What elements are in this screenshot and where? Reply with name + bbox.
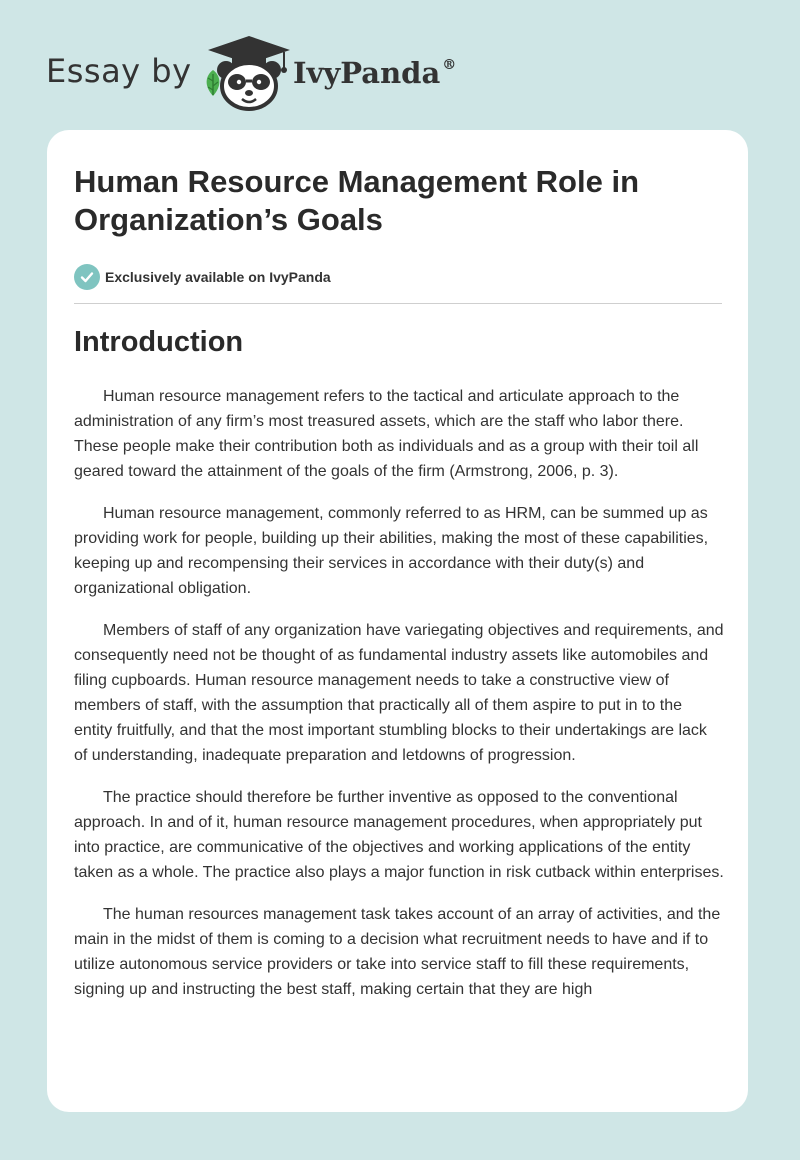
check-circle-icon bbox=[74, 264, 100, 290]
essay-body bbox=[74, 384, 724, 1019]
page-title: Human Resource Management Role in Organization’s Goals bbox=[74, 164, 640, 237]
essay-card bbox=[47, 130, 748, 1112]
divider bbox=[74, 303, 722, 304]
panda-graduate-icon bbox=[206, 34, 292, 112]
site-header bbox=[46, 34, 546, 114]
section-heading: Introduction bbox=[74, 326, 244, 358]
exclusive-badge bbox=[74, 264, 331, 290]
exclusive-label: Exclusively available on IvyPanda bbox=[105, 269, 331, 285]
paragraph: The human resources management task takes account of an array of activities, and the main in the midst of them is coming to a decision what recruitment needs to have and if to utilize autonomous service providers or take into service staff to fill these requirements, signing up and instructing the best staff, making certain that they are high bbox=[74, 906, 721, 998]
essay-by-label: Essay by bbox=[46, 52, 192, 90]
brand-name: IvyPanda ® bbox=[293, 56, 457, 90]
paragraph: Human resource management, commonly referred to as HRM, can be summed up as providing work for people, building up their abilities, making the most of these capabilities, keeping up and recompensing their services in accordance with their duty(s) and organizational obligation. bbox=[74, 505, 709, 597]
paragraph: The practice should therefore be further inventive as opposed to the conventional approach. In and of it, human resource management procedures, when appropriately put into practice, are communicative of the objectives and working applications of the entity taken as a whole. The practice also plays a major function in risk cutback within enterprises. bbox=[74, 789, 724, 881]
paragraph: Human resource management refers to the tactical and articulate approach to the administration of any firm’s most treasured assets, which are the staff who labor there. These people make their contribution both as individuals and as a group with their toil all geared toward the attainment of the goals of the firm (Armstrong, 2006, p. 3). bbox=[74, 388, 699, 480]
paragraph: Members of staff of any organization have variegating objectives and requirements, and consequently need not be thought of as fundamental industry assets like automobiles and filing cupboards. Human resource management needs to take a constructive view of members of staff, with the assumption that practically all of them aspire to put in to the entity fruitfully, and that the most important stumbling blocks to their undertakings are lack of understanding, inadequate preparation and letdowns of progression. bbox=[74, 622, 724, 764]
